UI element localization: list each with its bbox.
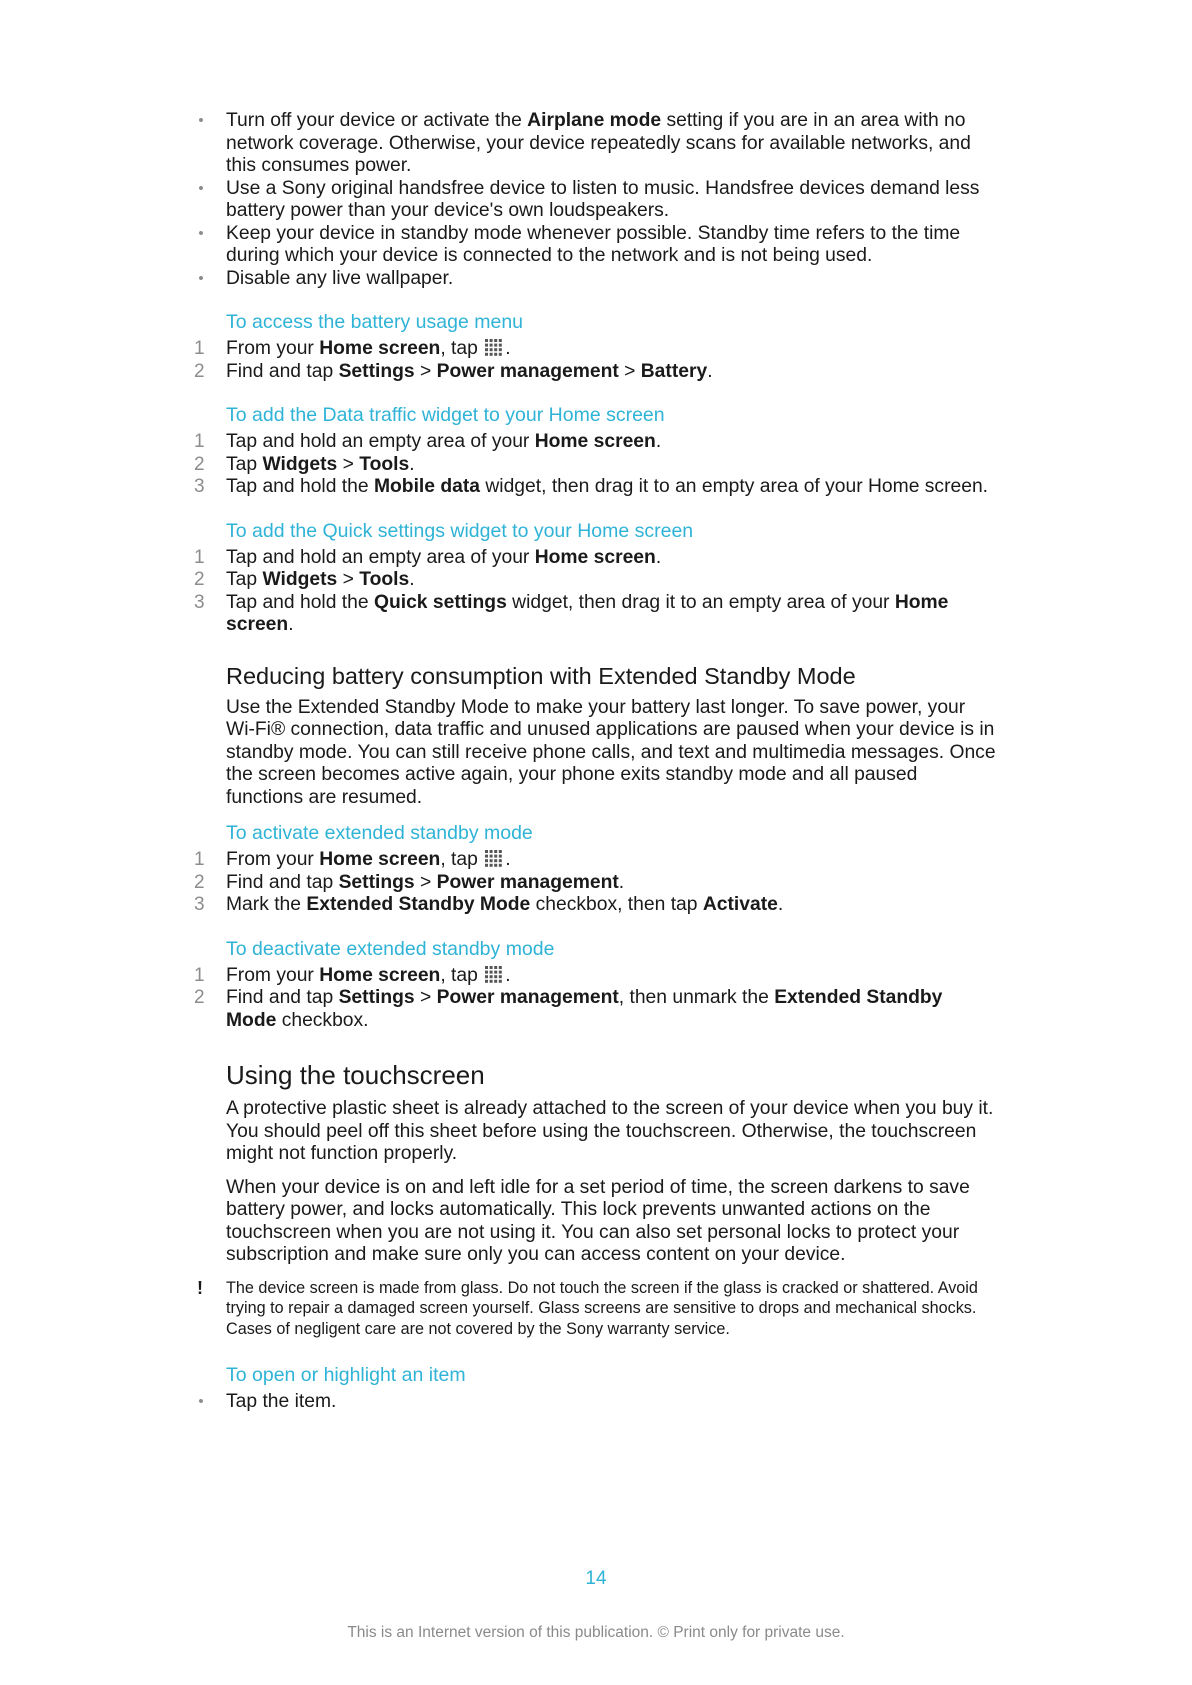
- step-item: 1 From your Home screen, tap .: [194, 849, 511, 870]
- chapter-title: Using the touchscreen: [226, 1060, 485, 1090]
- page-content: [194, 110, 996, 1414]
- bullet-marker: •: [198, 224, 204, 242]
- step-item: 3 Tap and hold the Quick settings widget, then drag it to an empty area of your Home screen.: [194, 591, 949, 635]
- warning-icon: !: [197, 1277, 203, 1298]
- bullet-marker: •: [198, 269, 204, 287]
- section-body: Use the Extended Standby Mode to make your battery last longer. To save power, your Wi-Fi® connection, data traffic and unused applications are paused when your device is in standby mode. You can still receive phone calls, and text and multimedia messages. Once the screen becomes active again, your phone exits standby mode and all paused functions are resumed.: [226, 696, 996, 808]
- step-number: 3: [194, 476, 205, 497]
- bullet-marker: •: [198, 1393, 204, 1410]
- activate-standby-heading: To activate extended standby mode: [226, 822, 533, 844]
- list-item: • Turn off your device or activate the Airplane mode setting if you are in an area with no network coverage. Otherwise, your device repeatedly scans for available networks, and this consumes power.: [226, 110, 996, 178]
- open-item-heading: To open or highlight an item: [226, 1364, 466, 1386]
- step-number: 1: [194, 431, 205, 452]
- warning-note-text: The device screen is made from glass. Do not touch the screen if the glass is cracked or shattered. Avoid trying to repair a damaged screen yourself. Glass screens are sensitive to drops and mechanical shocks. Cases of negligent care are not covered by the Sony warranty service.: [226, 1278, 978, 1338]
- list-item: • Tap the item.: [226, 1391, 996, 1414]
- page-number: 14: [585, 1568, 607, 1589]
- step-item: 1 From your Home screen, tap .: [194, 338, 511, 359]
- page-footer: This is an Internet version of this publication. © Print only for private use.: [347, 1624, 845, 1641]
- touchscreen-paragraph-2: When your device is on and left idle for a set period of time, the screen darkens to save battery power, and locks automatically. This lock prevents unwanted actions on the touchscreen when you are not using it. You can also set personal locks to protect your subscription and make sure only you can access content on your device.: [226, 1176, 970, 1265]
- step-number: 2: [194, 871, 205, 893]
- step-number: 1: [194, 964, 205, 986]
- step-item: 1 Tap and hold an empty area of your Home screen.: [194, 546, 662, 568]
- quick-settings-widget-heading: To add the Quick settings widget to your Home screen: [226, 519, 694, 542]
- bullet-marker: •: [198, 112, 204, 129]
- step-number: 2: [194, 987, 205, 1008]
- step-number: 1: [194, 338, 205, 359]
- touchscreen-paragraph-1: A protective plastic sheet is already attached to the screen of your device when you buy it. You should peel off this sheet before using the touchscreen. Otherwise, the touchscreen might not function properly.: [226, 1098, 994, 1164]
- step-number: 2: [194, 360, 205, 382]
- step-item: 3 Mark the Extended Standby Mode checkbox, then tap Activate.: [194, 894, 784, 915]
- section-title: Reducing battery consumption with Extended Standby Mode: [226, 662, 856, 689]
- battery-menu-heading: To access the battery usage menu: [226, 311, 524, 333]
- step-number: 1: [194, 546, 205, 568]
- step-item: 1 Tap and hold an empty area of your Home screen.: [194, 431, 662, 452]
- step-item: 2 Tap Widgets > Tools.: [194, 453, 415, 475]
- list-item: • Use a Sony original handsfree device to listen to music. Handsfree devices demand less battery power than your device's own loudspeakers.: [226, 178, 996, 223]
- step-number: 3: [194, 894, 205, 915]
- warning-note: [197, 1277, 996, 1340]
- step-number: 2: [194, 453, 205, 475]
- step-number: 1: [194, 849, 205, 870]
- step-item: 2 Find and tap Settings > Power management > Battery.: [194, 360, 713, 382]
- list-item: • Disable any live wallpaper.: [226, 268, 996, 291]
- application-screen-icon: [485, 850, 502, 867]
- battery-tips-list: [198, 110, 996, 290]
- step-number: 2: [194, 569, 205, 590]
- application-screen-icon: [485, 966, 502, 983]
- step-item: 1 From your Home screen, tap .: [194, 964, 511, 986]
- step-item: 2 Find and tap Settings > Power management.: [194, 871, 625, 893]
- bullet-marker: •: [198, 179, 204, 197]
- step-number: 3: [194, 591, 205, 613]
- deactivate-standby-heading: To deactivate extended standby mode: [226, 937, 555, 960]
- list-item: • Keep your device in standby mode whenever possible. Standby time refers to the time during which your device is connected to the network and is not being used.: [226, 223, 996, 268]
- step-item: 2 Find and tap Settings > Power management, then unmark the Extended Standby Mode checkbox.: [194, 987, 943, 1031]
- application-screen-icon: [485, 339, 502, 356]
- data-widget-heading: To add the Data traffic widget to your Home screen: [226, 404, 665, 426]
- step-item: 3 Tap and hold the Mobile data widget, then drag it to an empty area of your Home screen.: [194, 476, 989, 497]
- step-item: 2 Tap Widgets > Tools.: [194, 569, 415, 590]
